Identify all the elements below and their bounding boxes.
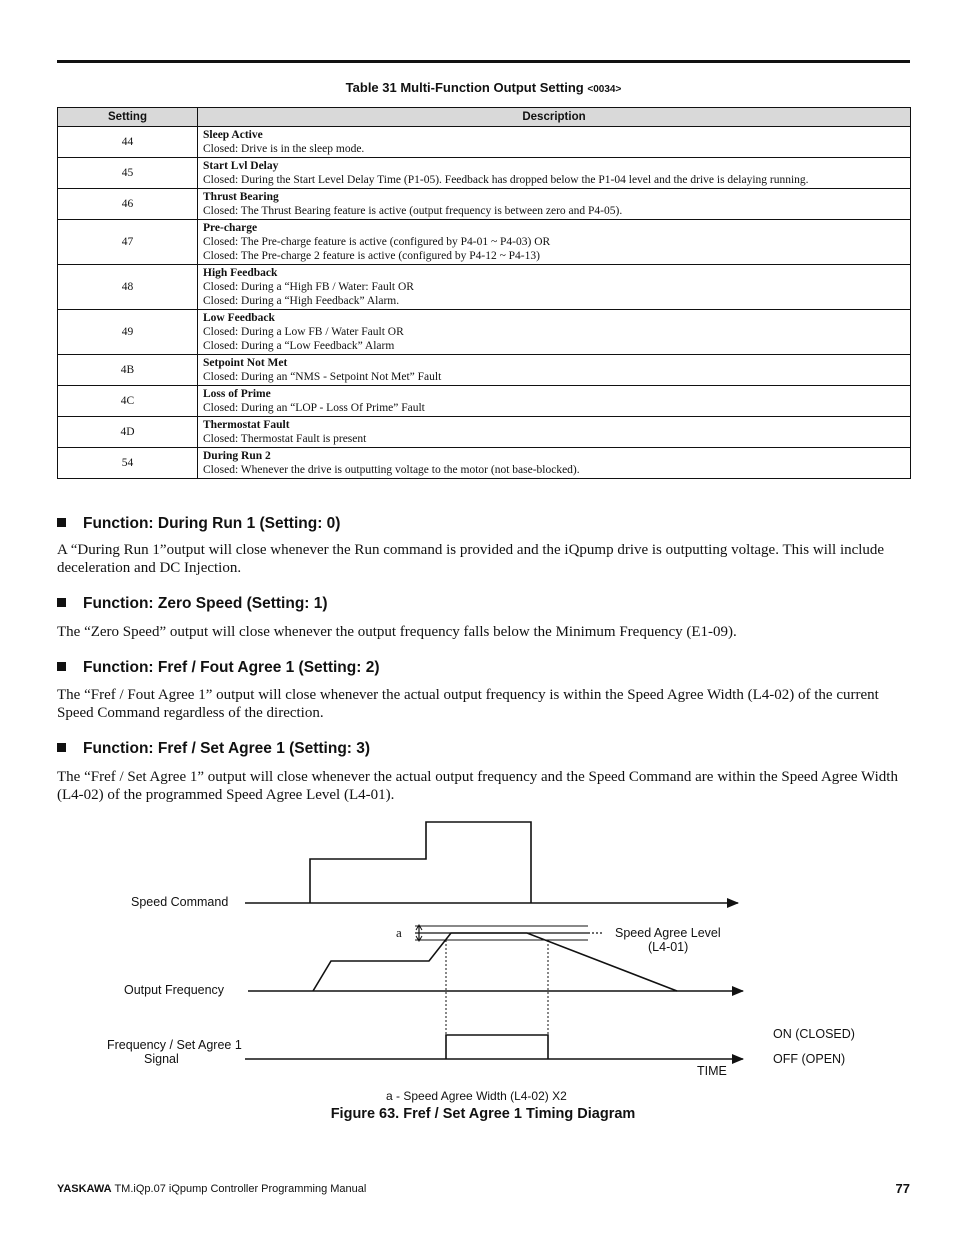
- function-description-line: Closed: Thermostat Fault is present: [203, 433, 367, 445]
- section-heading-fref-set-agree: [57, 740, 370, 758]
- function-description-line: Closed: During an “NMS - Setpoint Not Met” Fault: [203, 371, 442, 383]
- page-number: 77: [895, 1181, 910, 1196]
- function-description-line: Closed: The Pre-charge 2 feature is active (configured by P4-12 ~ P4-13): [203, 250, 540, 262]
- table-caption-text: Table 31 Multi-Function Output Setting: [345, 80, 584, 95]
- function-name: High Feedback: [203, 267, 278, 279]
- bullet-square-icon: [57, 518, 66, 527]
- function-description-line: Closed: During a Low FB / Water Fault OR: [203, 326, 404, 338]
- function-name: Sleep Active: [203, 129, 263, 141]
- table-row: [58, 189, 911, 220]
- bullet-square-icon: [57, 743, 66, 752]
- table-row: [58, 355, 911, 386]
- table-row: [58, 127, 911, 158]
- figure-caption: Figure 63. Fref / Set Agree 1 Timing Diagram: [330, 1106, 636, 1122]
- description-cell: [198, 158, 911, 189]
- section-heading-text: Function: During Run 1 (Setting: 0): [83, 515, 341, 532]
- description-cell: [198, 220, 911, 265]
- table-caption: [57, 80, 910, 95]
- page-footer: [57, 1183, 366, 1195]
- description-cell: [198, 127, 911, 158]
- table-row: [58, 310, 911, 355]
- section-paragraph-during-run: A “During Run 1”output will close whenever the Run command is provided and the iQpump drive is outputting voltage. This will include deceleration and DC Injection.: [57, 542, 885, 576]
- bullet-square-icon: [57, 662, 66, 671]
- function-name: Setpoint Not Met: [203, 357, 288, 369]
- table-row: [58, 448, 911, 479]
- setting-cell: 4D: [58, 417, 198, 448]
- column-header-description: Description: [198, 108, 911, 127]
- section-paragraph-zero-speed: The “Zero Speed” output will close whenever the output frequency falls below the Minimum Frequency (E1-09).: [57, 624, 737, 640]
- function-description-line: Closed: During an “LOP - Loss Of Prime” Fault: [203, 402, 425, 414]
- table-body: [58, 127, 911, 479]
- description-cell: [198, 265, 911, 310]
- setting-cell: 46: [58, 189, 198, 220]
- description-cell: [198, 448, 911, 479]
- bullet-square-icon: [57, 598, 66, 607]
- table-row: [58, 265, 911, 310]
- footer-brand: YASKAWA: [57, 1183, 112, 1195]
- function-description-line: Closed: Whenever the drive is outputting voltage to the motor (not base-blocked).: [203, 464, 580, 476]
- label-speed-agree-level: Speed Agree Level: [615, 926, 721, 940]
- setting-cell: 44: [58, 127, 198, 158]
- description-cell: [198, 355, 911, 386]
- section-heading-fref-fout-agree: [57, 659, 380, 677]
- setting-cell: 48: [58, 265, 198, 310]
- function-name: Low Feedback: [203, 312, 275, 324]
- section-heading-during-run: [57, 515, 340, 533]
- label-off-open: OFF (OPEN): [773, 1052, 846, 1066]
- top-rule: [57, 60, 910, 63]
- multi-function-output-table: [57, 107, 911, 479]
- function-description-line: Closed: Drive is in the sleep mode.: [203, 143, 365, 155]
- label-signal-line2: Signal: [144, 1052, 179, 1066]
- setting-cell: 47: [58, 220, 198, 265]
- setting-cell: 4B: [58, 355, 198, 386]
- function-description-line: Closed: During a “Low Feedback” Alarm: [203, 340, 395, 352]
- table-header-row: [58, 108, 911, 127]
- description-cell: [198, 189, 911, 220]
- footer-manual-title: TM.iQp.07 iQpump Controller Programming Manual: [111, 1183, 367, 1195]
- section-heading-zero-speed: [57, 595, 328, 613]
- label-time: TIME: [697, 1064, 727, 1078]
- signal-waveform: [446, 1035, 548, 1059]
- description-cell: [198, 417, 911, 448]
- section-paragraph-fref-fout-agree: The “Fref / Fout Agree 1” output will close whenever the actual output frequency is within the Speed Agree Width (L4-02) of the current Speed Command regardless of the direction.: [57, 687, 879, 721]
- section-paragraph-fref-set-agree: The “Fref / Set Agree 1” output will close whenever the actual output frequency and the Speed Command are within the Speed Agree Width (L4-02) of the programmed Speed Agree Level (L4-01).: [57, 769, 898, 803]
- output-frequency-waveform: [313, 933, 677, 991]
- table-row: [58, 220, 911, 265]
- figure-footnote: a - Speed Agree Width (L4-02) X2: [386, 1089, 567, 1103]
- function-name: Pre-charge: [203, 222, 258, 234]
- label-a: a: [396, 925, 402, 940]
- table-caption-parameter: <0034>: [587, 84, 622, 95]
- function-description-line: Closed: During a “High FB / Water: Fault OR: [203, 281, 414, 293]
- function-name: Start Lvl Delay: [203, 160, 279, 172]
- function-description-line: Closed: During a “High Feedback” Alarm.: [203, 295, 400, 307]
- column-header-setting: Setting: [58, 108, 198, 127]
- description-cell: [198, 386, 911, 417]
- label-speed-agree-level-param: (L4-01): [648, 940, 689, 954]
- function-name: During Run 2: [203, 450, 271, 462]
- label-on-closed: ON (CLOSED): [773, 1027, 855, 1041]
- section-heading-text: Function: Zero Speed (Setting: 1): [83, 595, 328, 612]
- setting-cell: 49: [58, 310, 198, 355]
- setting-cell: 4C: [58, 386, 198, 417]
- label-signal-line1: Frequency / Set Agree 1: [107, 1038, 242, 1052]
- table-row: [58, 386, 911, 417]
- function-description-line: Closed: The Thrust Bearing feature is active (output frequency is between zero and P4-05).: [203, 205, 623, 217]
- section-heading-text: Function: Fref / Fout Agree 1 (Setting: 2): [83, 659, 380, 676]
- table-row: [58, 158, 911, 189]
- setting-cell: 45: [58, 158, 198, 189]
- function-name: Thrust Bearing: [203, 191, 279, 203]
- function-name: Thermostat Fault: [203, 419, 290, 431]
- label-speed-command: Speed Command: [131, 895, 229, 909]
- function-description-line: Closed: The Pre-charge feature is active (configured by P4-01 ~ P4-03) OR: [203, 236, 551, 248]
- label-output-frequency: Output Frequency: [124, 983, 225, 997]
- setting-cell: 54: [58, 448, 198, 479]
- speed-command-waveform: [310, 822, 531, 903]
- function-description-line: Closed: During the Start Level Delay Time (P1-05). Feedback has dropped below the P1-04 level and the drive is delaying running.: [203, 174, 809, 186]
- function-name: Loss of Prime: [203, 388, 271, 400]
- timing-diagram: [0, 815, 954, 1105]
- table-row: [58, 417, 911, 448]
- section-heading-text: Function: Fref / Set Agree 1 (Setting: 3): [83, 740, 371, 757]
- description-cell: [198, 310, 911, 355]
